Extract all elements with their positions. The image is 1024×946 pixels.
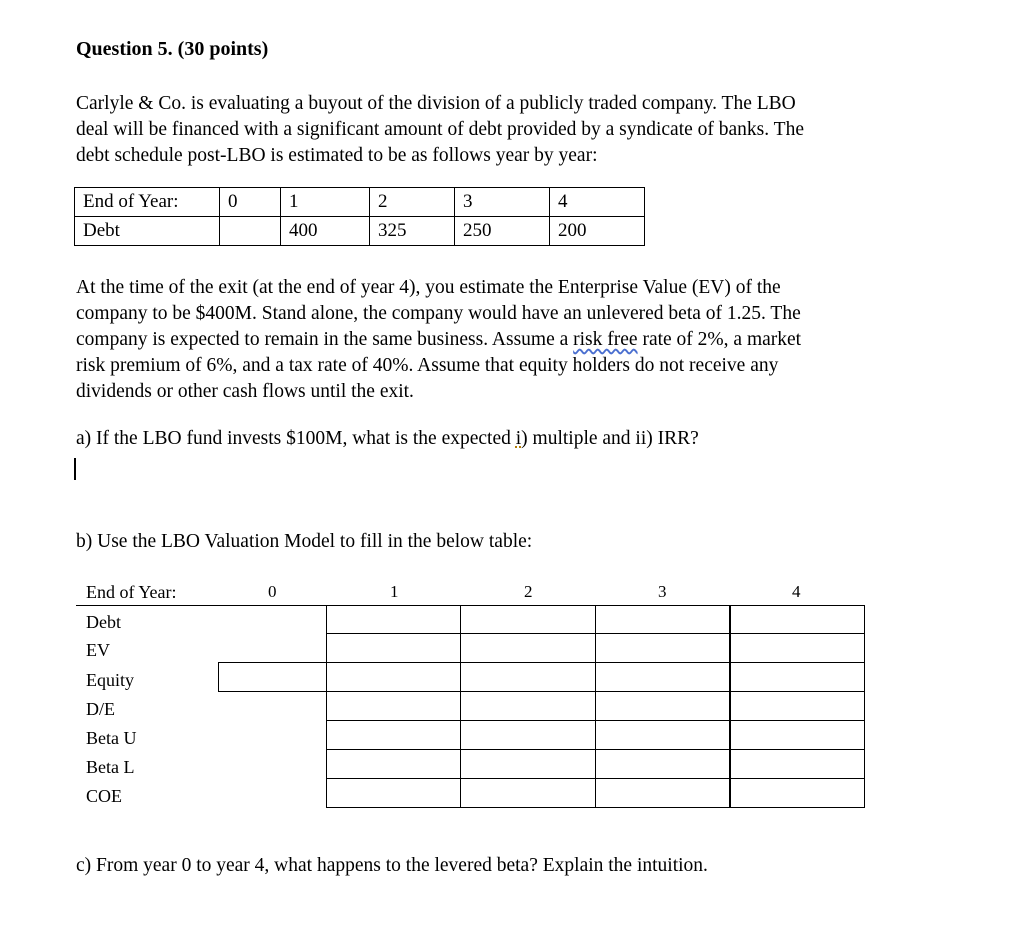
intro-paragraph	[76, 91, 946, 169]
answer-cell[interactable]	[460, 778, 596, 808]
answer-cell[interactable]	[326, 778, 461, 808]
year-cell: 0	[220, 188, 281, 217]
debt-value-cell: 400	[281, 217, 370, 246]
exit-paragraph	[76, 275, 946, 405]
valuation-header-label: End of Year:	[86, 582, 177, 602]
answer-cell[interactable]	[326, 720, 461, 750]
year-cell: 2	[370, 188, 455, 217]
exit-line: At the time of the exit (at the end of year 4), you estimate the Enterprise Value (EV) of the	[76, 277, 781, 298]
answer-cell[interactable]	[729, 633, 865, 663]
question-title: Question 5. (30 points)	[76, 38, 269, 60]
table-header-cell: End of Year:	[75, 188, 220, 217]
answer-cell[interactable]	[729, 662, 865, 692]
answer-cell[interactable]	[460, 720, 596, 750]
text-span: company is expected to remain in the same business. Assume a	[76, 329, 574, 350]
answer-cell[interactable]	[729, 749, 865, 779]
year-column-header: 3	[658, 582, 667, 601]
row-label-beta-l: Beta L	[86, 757, 135, 777]
answer-cell[interactable]	[595, 749, 731, 779]
exit-line: dividends or other cash flows until the exit.	[76, 381, 414, 402]
exit-line: company to be $400M. Stand alone, the company would have an unlevered beta of 1.25. The	[76, 303, 801, 324]
answer-cell[interactable]	[729, 691, 865, 721]
answer-cell[interactable]	[326, 749, 461, 779]
answer-cell[interactable]	[595, 691, 731, 721]
text-span: ) multiple and ii) IRR?	[521, 428, 699, 449]
row-label-de: D/E	[86, 699, 115, 719]
spellcheck-marked-text[interactable]: risk free	[573, 329, 638, 350]
text-span: rate of 2%, a market	[637, 329, 802, 350]
debt-value-cell	[220, 217, 281, 246]
exit-line	[76, 327, 946, 353]
answer-cell[interactable]	[326, 605, 461, 634]
answer-cell[interactable]	[460, 691, 596, 721]
table-row-label: Debt	[75, 217, 220, 246]
answer-cell[interactable]	[595, 778, 731, 808]
table-row	[75, 217, 645, 246]
year-column-header: 0	[268, 582, 277, 601]
answer-cell[interactable]	[326, 691, 461, 721]
answer-cell[interactable]	[326, 633, 461, 663]
row-label-ev: EV	[86, 640, 110, 660]
answer-cell[interactable]	[595, 662, 731, 692]
answer-cell[interactable]	[729, 605, 865, 634]
answer-cell[interactable]	[460, 633, 596, 663]
debt-schedule-table	[74, 187, 645, 246]
answer-cell[interactable]	[595, 720, 731, 750]
text-span: a) If the LBO fund invests $100M, what is the expected	[76, 428, 516, 449]
answer-cell[interactable]	[595, 633, 731, 663]
year-cell: 3	[455, 188, 550, 217]
answer-cell[interactable]	[729, 778, 865, 808]
row-label-equity: Equity	[86, 670, 134, 690]
answer-cell[interactable]	[460, 749, 596, 779]
exit-line: risk premium of 6%, and a tax rate of 40%. Assume that equity holders do not receive any	[76, 355, 779, 376]
year-column-header: 1	[390, 582, 399, 601]
intro-line: deal will be financed with a significant amount of debt provided by a syndicate of banks. The	[76, 119, 804, 140]
year-column-header: 2	[524, 582, 533, 601]
year-cell: 1	[281, 188, 370, 217]
answer-cell[interactable]	[595, 605, 731, 634]
table-row	[75, 188, 645, 217]
grammar-marked-text[interactable]: i	[515, 428, 522, 449]
question-b: b) Use the LBO Valuation Model to fill in the below table:	[76, 531, 533, 552]
question-c: c) From year 0 to year 4, what happens to the levered beta? Explain the intuition.	[76, 855, 708, 876]
debt-value-cell: 200	[550, 217, 645, 246]
text-cursor	[74, 458, 76, 480]
row-label-debt: Debt	[86, 612, 121, 632]
intro-line: Carlyle & Co. is evaluating a buyout of the division of a publicly traded company. The LBO	[76, 93, 796, 114]
answer-cell[interactable]	[729, 720, 865, 750]
answer-cell[interactable]	[460, 662, 596, 692]
row-label-beta-u: Beta U	[86, 728, 137, 748]
year-column-header: 4	[792, 582, 801, 601]
answer-cell[interactable]	[218, 662, 327, 692]
intro-line: debt schedule post-LBO is estimated to be as follows year by year:	[76, 145, 598, 166]
header-underline	[76, 605, 326, 606]
debt-value-cell: 250	[455, 217, 550, 246]
question-a	[76, 428, 699, 450]
year-cell: 4	[550, 188, 645, 217]
debt-value-cell: 325	[370, 217, 455, 246]
row-label-coe: COE	[86, 786, 122, 806]
answer-cell[interactable]	[326, 662, 461, 692]
answer-cell[interactable]	[460, 605, 596, 634]
